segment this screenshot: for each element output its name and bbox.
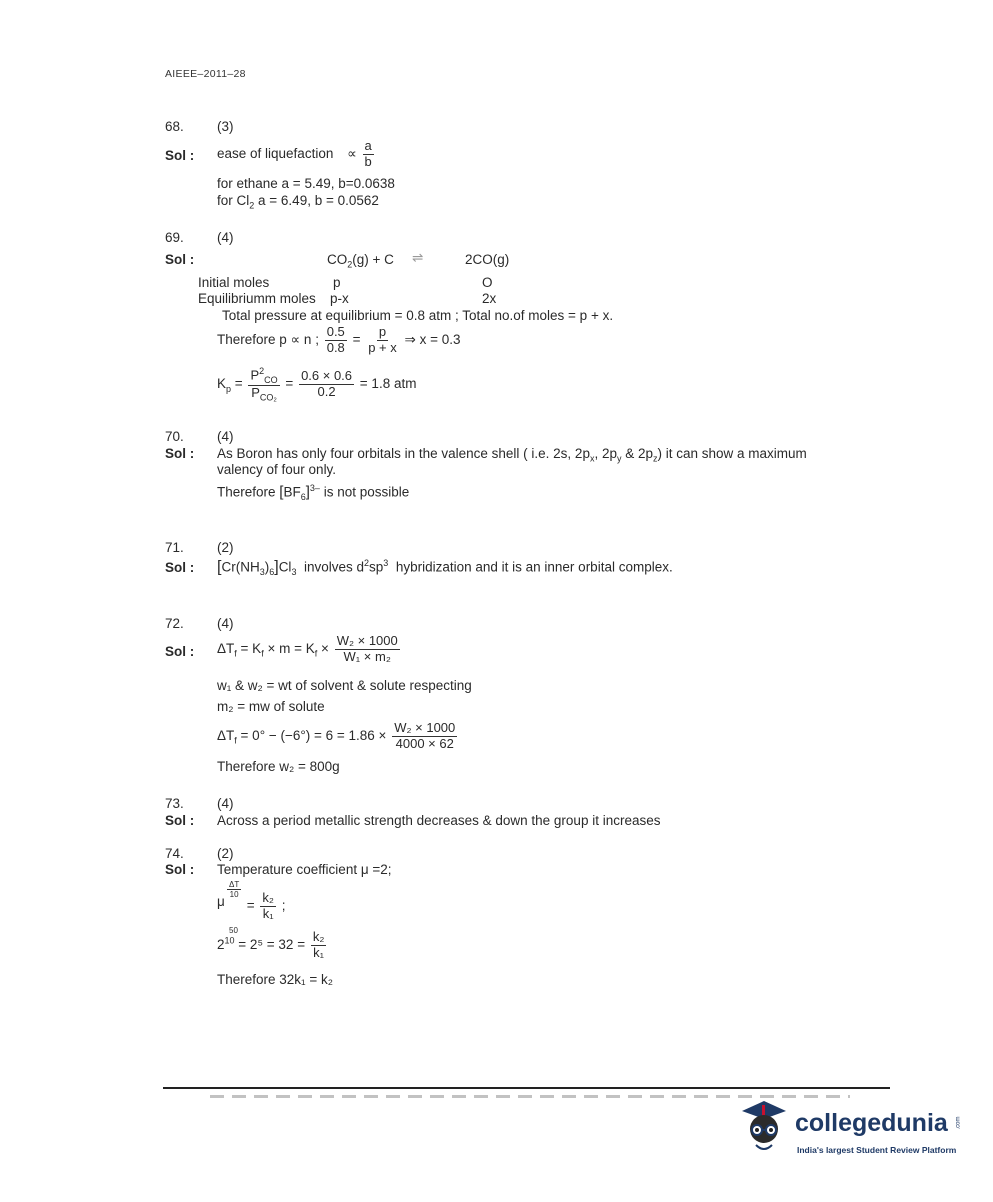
q69-eq-p: p-x [330, 291, 349, 306]
q69-sol-label: Sol : [165, 252, 195, 267]
q68-frac-num: a [364, 138, 372, 153]
q74-mu: μ [217, 894, 225, 909]
q69-kp-frac1 [248, 366, 279, 403]
q70-sub-z: z [653, 453, 658, 464]
q69-equilibrium-arrow: ⇌ [412, 250, 424, 265]
q74-frac2-den: k₁ [313, 944, 325, 960]
q74-base: 2 [217, 937, 225, 952]
q69-result: ⇒ x = 0.3 [404, 332, 461, 347]
q71-cr-sub: 3 [259, 567, 265, 578]
q69-kp-frac1-den-p: P [251, 385, 260, 401]
q74-mu-exp-num: ΔT [229, 880, 240, 889]
q68-line3-a: for Cl [217, 193, 250, 208]
q70-line3-b: is not possible [323, 484, 410, 500]
q74-sol-label: Sol : [165, 862, 195, 877]
q70-answer: (4) [217, 429, 234, 444]
q70-bf: BF [283, 484, 301, 500]
q70-line1-d: ) it can show a maximum [657, 446, 807, 461]
q68-answer: (3) [217, 119, 234, 134]
q69-kp-result: = 1.8 atm [359, 376, 417, 392]
q69-frac2 [366, 325, 399, 356]
q69-therefore-text: Therefore p ∝ n ; [217, 332, 319, 347]
page-header-code: AIEEE–2011–28 [165, 68, 246, 80]
q69-frac1 [325, 325, 347, 356]
q69-kp-frac1-num-p: P [250, 367, 260, 383]
q74-semicolon: ; [281, 898, 286, 913]
q69-initial-label: Initial moles [198, 275, 270, 290]
q68-fraction [363, 139, 374, 170]
collegedunia-logo-text [795, 1109, 948, 1138]
q71-sol-label: Sol : [165, 560, 195, 575]
q72-eq2-sub: f [234, 735, 237, 746]
q71-cr-sub2: 6 [269, 567, 275, 578]
q74-frac1 [260, 891, 276, 922]
q72-frac1-den: W₁ × m₂ [343, 648, 391, 664]
q70-bf-sub: 6 [300, 492, 306, 503]
q69-kp-frac2-num: 0.6 × 0.6 [301, 368, 353, 384]
q69-answer: (4) [217, 230, 234, 245]
q69-kp-k: K [217, 376, 227, 392]
q73-line: Across a period metallic strength decreases & down the group it increases [217, 813, 661, 828]
q72-line2: w₁ & w₂ = wt of solvent & solute respecting [217, 678, 472, 693]
q74-chain [217, 930, 328, 961]
q74-last: Therefore 32k₁ = k₂ [217, 972, 333, 987]
q72-number: 72. [165, 616, 184, 631]
footer-rule [163, 1087, 890, 1089]
q69-kp: $K_p$ = $\frac{P^2_{CO}}{P_{CO_2}}$ = $\frac{0.6 \times 0.6}{0.2}$ = 1.8 atm [217, 366, 417, 403]
logo-tagline: India's largest Student Review Platform [797, 1145, 957, 1155]
q73-sol-label: Sol : [165, 813, 195, 828]
q69-therefore [217, 325, 461, 356]
q69-kp-frac1-num [248, 366, 279, 386]
q69-reactant-rest: (g) + C [352, 252, 394, 267]
q70-sub-y: y [616, 453, 622, 464]
q69-frac2-den: p + x [368, 339, 397, 355]
q71-cl: Cl [278, 559, 292, 575]
q72-eq2 [217, 721, 459, 752]
q68-line1-text: ease of liquefaction [217, 146, 334, 161]
q69-kp-frac2 [299, 369, 354, 400]
q74-frac1-num: k₂ [262, 890, 274, 905]
q71-answer: (2) [217, 540, 234, 555]
q68-line1 [217, 139, 376, 170]
q70-sol-label: Sol : [165, 446, 195, 461]
q71-rest: hybridization and it is an inner orbital complex. [395, 559, 673, 575]
q72-frac1-num: W₂ × 1000 [336, 633, 398, 648]
q69-kp-frac1-num-sup: 2 [259, 366, 265, 376]
q72-eq1-sub2: f [261, 648, 264, 659]
q72-eq1-sub3: f [314, 648, 318, 659]
q70-line1-b: , 2p [594, 446, 617, 461]
q68-line3-sub: 2 [249, 200, 255, 211]
q72-sol-label: Sol : [165, 644, 195, 659]
q69-frac1-num: 0.5 [326, 324, 345, 339]
q70-line3: Therefore $[BF_6]^{3-}$ is not possible [217, 483, 410, 503]
q72-eq1-c: × m = K [267, 641, 315, 656]
collegedunia-mascot-icon [738, 1097, 790, 1157]
q69-frac1-den: 0.8 [326, 339, 345, 355]
q74-exp-top: 50 [229, 926, 238, 935]
q69-reactant-text: CO [327, 252, 348, 267]
q69-kp-frac1-den [249, 386, 279, 403]
q70-line2: valency of four only. [217, 462, 337, 477]
q72-frac2-den: 4000 × 62 [395, 735, 454, 751]
q74-number: 74. [165, 846, 184, 861]
q74-mu-eq: μ $\frac{\Delta T}{10}$ = $\frac{\text{k₂}}{\text{k₁}}$ ; [217, 880, 286, 921]
q71-line: $[Cr(NH_3)_6]Cl_3$ involves $d^2sp^3$ hybridization and it is an inner orbital complex. [217, 558, 673, 578]
q71-cr: Cr(NH [221, 559, 260, 575]
q72-eq2-a: ΔT [217, 728, 235, 743]
q68-sol-label: Sol : [165, 148, 195, 163]
q69-initial-p: p [333, 275, 341, 290]
q74-line1: Temperature coefficient μ =2; [217, 862, 392, 877]
q70-line1-c: & 2p [621, 446, 654, 461]
q74-mu-exp-den: 10 [229, 890, 239, 900]
q69-kp-frac1-num-sub: CO [264, 374, 278, 385]
q72-eq2-b: = 0° − (−6°) = 6 = 1.86 × [240, 728, 387, 743]
q72-line5: Therefore w₂ = 800g [217, 759, 340, 774]
q70-line3-a: Therefore [217, 484, 276, 500]
q70-line1-a: As Boron has only four orbitals in the valence shell ( i.e. 2s, 2p [217, 446, 590, 461]
q74-mu-exp [227, 880, 241, 899]
q69-total: Total pressure at equilibrium = 0.8 atm ; Total no.of moles = p + x. [222, 308, 614, 323]
q74-frac1-den: k₁ [262, 905, 274, 921]
q72-frac1 [335, 634, 400, 665]
q69-eq-label: Equilibriumm moles [198, 291, 316, 306]
q72-frac2 [392, 721, 457, 752]
q71-mid-sup2: 3 [383, 558, 389, 568]
q69-equals: = [352, 332, 361, 347]
q69-reactant-sub: 2 [347, 259, 353, 270]
q71-mid2: sp [369, 559, 384, 575]
q74-frac2 [311, 930, 327, 961]
q68-number: 68. [165, 119, 184, 134]
q68-frac-den: b [364, 153, 372, 169]
q72-eq1-d: × [321, 641, 329, 656]
q71-cl-sub: 3 [291, 567, 297, 578]
q69-eq-2x: 2x [482, 291, 497, 306]
q69-kp-frac1-den-sub: CO₂ [259, 392, 277, 403]
q69-initial-o: O [482, 275, 493, 290]
q71-mid: involves d [303, 559, 365, 575]
q72-eq1-a: ΔT [217, 641, 235, 656]
q72-eq1-b: = K [240, 641, 262, 656]
q72-frac2-num: W₂ × 1000 [394, 720, 456, 735]
logo-name: collegedunia [795, 1109, 948, 1137]
q72-line3: m₂ = mw of solute [217, 699, 325, 714]
q68-line3-b: a = 6.49, b = 0.0562 [254, 193, 379, 208]
q71-cr-close: ) [264, 559, 270, 575]
q73-number: 73. [165, 796, 184, 811]
q69-number: 69. [165, 230, 184, 245]
logo-dotcom: .com [955, 1116, 962, 1130]
q74-base-sup: 10 [224, 935, 235, 946]
q71-mid-sup: 2 [364, 558, 370, 568]
q72-answer: (4) [217, 616, 234, 631]
q70-number: 70. [165, 429, 184, 444]
q72-eq1 [217, 634, 402, 665]
q72-eq1-sub: f [234, 648, 237, 659]
q68-line3 [217, 193, 379, 211]
q71-number: 71. [165, 540, 184, 555]
q69-product: 2CO(g) [465, 252, 510, 267]
q74-mu-power [217, 880, 243, 910]
q68-prop-symbol: ∝ [347, 146, 357, 161]
q68-line2: for ethane a = 5.49, b=0.0638 [217, 176, 395, 191]
q74-chain-text: = 2⁵ = 32 = [238, 937, 306, 952]
q74-answer: (2) [217, 846, 234, 861]
q69-kp-frac2-den: 0.2 [317, 384, 336, 400]
q73-answer: (4) [217, 796, 234, 811]
q69-kp-sub: p [226, 383, 232, 394]
q74-frac2-num: k₂ [312, 929, 325, 944]
q69-frac2-num: p [378, 324, 387, 339]
q69-reactant [327, 252, 394, 270]
q70-sub-x: x [589, 453, 595, 464]
q70-bf-sup: 3– [309, 483, 320, 493]
